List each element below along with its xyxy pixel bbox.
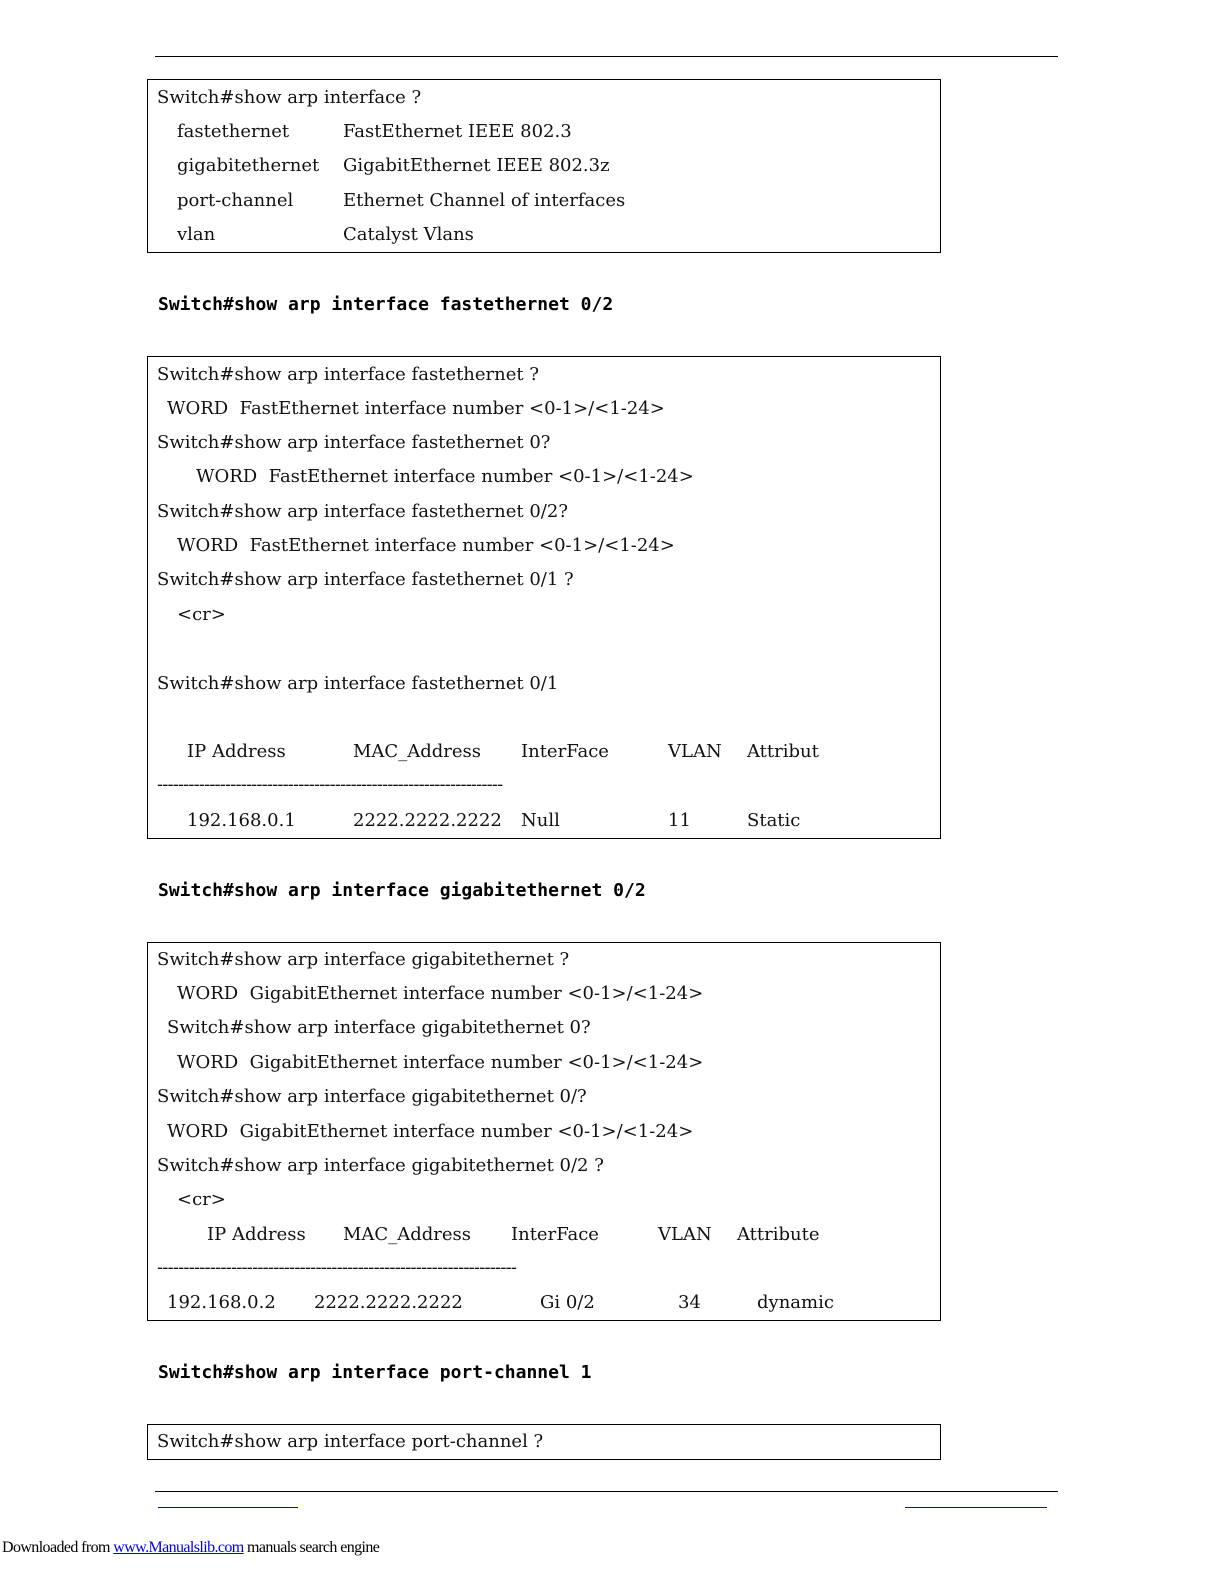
footer-link-right[interactable] xyxy=(905,1507,1047,1508)
arp-table-header: IP Address xyxy=(187,741,286,762)
cli-line: Switch#show arp interface gigabitethernet 0? xyxy=(167,1017,591,1038)
arp-table-header: MAC_Address xyxy=(343,1224,471,1245)
arp-table-cell: dynamic xyxy=(757,1292,834,1313)
cli-option-desc: Catalyst Vlans xyxy=(343,224,474,245)
arp-table-header: VLAN xyxy=(668,741,722,762)
cli-option-desc: Ethernet Channel of interfaces xyxy=(343,190,626,211)
cli-line: WORD GigabitEthernet interface number <0-1>/<1-24> xyxy=(177,1052,704,1073)
cli-option-name: gigabitethernet xyxy=(177,155,320,176)
arp-table-cell: Null xyxy=(521,810,560,831)
cli-line: Switch#show arp interface ? xyxy=(157,87,422,108)
footer-link-left[interactable] xyxy=(158,1507,298,1508)
cli-line: Switch#show arp interface fastethernet 0/2? xyxy=(157,501,568,522)
arp-table-separator: -------------------------------------------------------------------- xyxy=(157,1257,517,1278)
arp-table-cell: Static xyxy=(747,810,801,831)
download-prefix: Downloaded from xyxy=(2,1539,114,1556)
arp-table-header: InterFace xyxy=(521,741,609,762)
arp-table-header: Attribut xyxy=(747,741,819,762)
arp-table-header: InterFace xyxy=(511,1224,599,1245)
cli-line: Switch#show arp interface gigabitethernet 0/? xyxy=(157,1086,587,1107)
cli-line: Switch#show arp interface fastethernet ? xyxy=(157,364,539,385)
section-heading-gigabitethernet: Switch#show arp interface gigabitethernet 0/2 xyxy=(158,880,646,901)
download-tagline: manuals search engine xyxy=(243,1539,380,1556)
footer-rule xyxy=(155,1491,1058,1492)
cli-option-name: fastethernet xyxy=(177,121,290,142)
cli-line: Switch#show arp interface fastethernet 0/1 xyxy=(157,673,559,694)
download-banner xyxy=(2,1539,379,1557)
cli-line: Switch#show arp interface fastethernet 0? xyxy=(157,432,551,453)
arp-table-cell: 192.168.0.1 xyxy=(187,810,296,831)
arp-table-cell: 2222.2222.2222 xyxy=(353,810,502,831)
cli-line: WORD FastEthernet interface number <0-1>/<1-24> xyxy=(177,535,675,556)
arp-table-header: Attribute xyxy=(737,1224,820,1245)
cli-line: WORD GigabitEthernet interface number <0-1>/<1-24> xyxy=(177,983,704,1004)
cli-option-desc: GigabitEthernet IEEE 802.3z xyxy=(343,155,610,176)
cli-option-name: vlan xyxy=(177,224,216,245)
cli-option-name: port-channel xyxy=(177,190,294,211)
cli-line: WORD GigabitEthernet interface number <0-1>/<1-24> xyxy=(167,1121,694,1142)
arp-table-header: IP Address xyxy=(207,1224,306,1245)
header-rule xyxy=(155,56,1058,57)
section-heading-fastethernet: Switch#show arp interface fastethernet 0/2 xyxy=(158,294,614,315)
cli-line: Switch#show arp interface port-channel ? xyxy=(157,1431,544,1452)
arp-table-header: VLAN xyxy=(658,1224,712,1245)
cli-line: <cr> xyxy=(177,1189,226,1210)
section-heading-port-channel: Switch#show arp interface port-channel 1 xyxy=(158,1362,592,1383)
cli-line: WORD FastEthernet interface number <0-1>/<1-24> xyxy=(196,466,694,487)
cli-line: Switch#show arp interface gigabitethernet 0/2 ? xyxy=(157,1155,604,1176)
arp-table-separator: ------------------------------------------------------------------ xyxy=(157,774,503,795)
arp-table-cell: Gi 0/2 xyxy=(540,1292,595,1313)
manualslib-link[interactable]: www.Manualslib.com xyxy=(113,1539,244,1556)
cli-line: <cr> xyxy=(177,604,226,625)
arp-table-cell: 2222.2222.2222 xyxy=(314,1292,463,1313)
cli-line: Switch#show arp interface fastethernet 0/1 ? xyxy=(157,569,574,590)
arp-table-cell: 192.168.0.2 xyxy=(167,1292,276,1313)
arp-table-cell: 11 xyxy=(668,810,691,831)
cli-line: Switch#show arp interface gigabitethernet ? xyxy=(157,949,570,970)
arp-table-cell: 34 xyxy=(678,1292,701,1313)
cli-line: WORD FastEthernet interface number <0-1>/<1-24> xyxy=(167,398,665,419)
cli-box-fastethernet xyxy=(147,356,941,839)
arp-table-header: MAC_Address xyxy=(353,741,481,762)
cli-option-desc: FastEthernet IEEE 802.3 xyxy=(343,121,572,142)
